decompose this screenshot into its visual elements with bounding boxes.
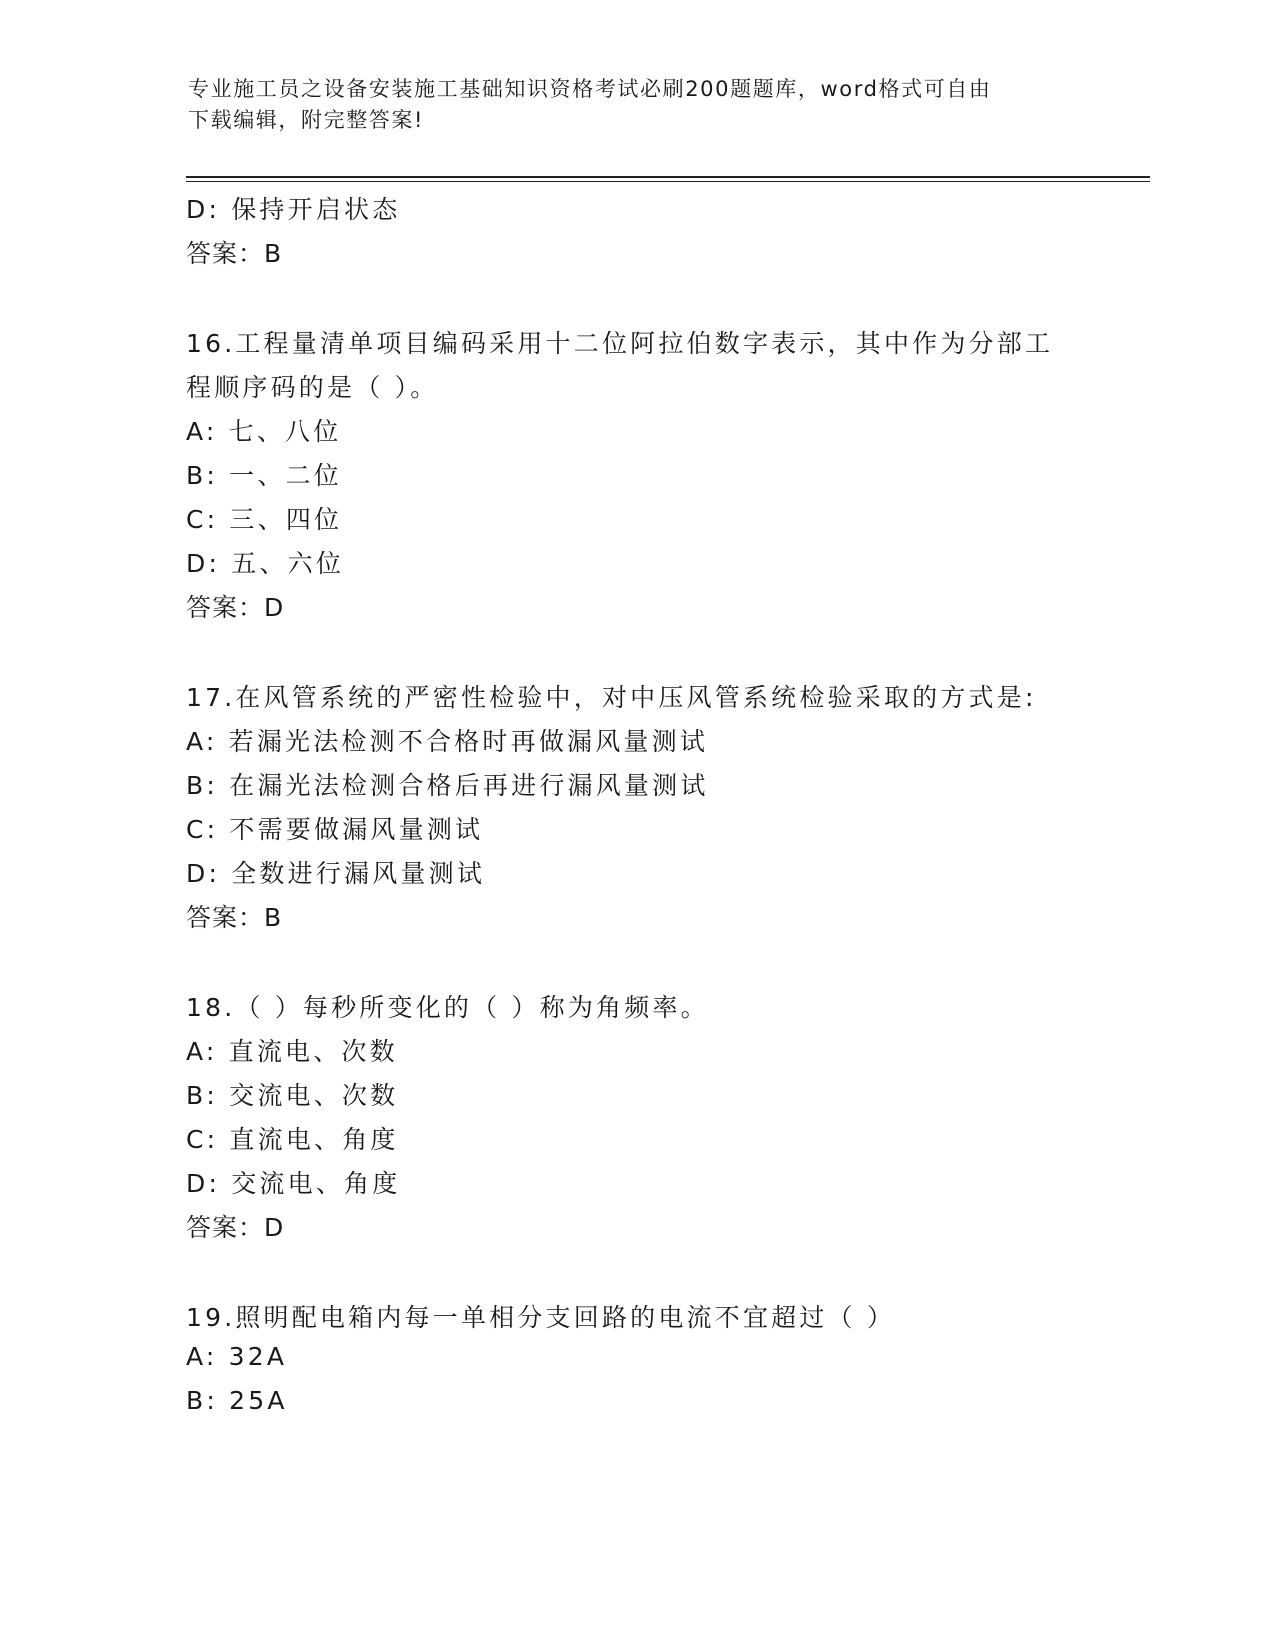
q15-option-d: D: 保持开启状态 (186, 195, 401, 224)
document-header (188, 74, 1068, 136)
header-divider-thin (186, 181, 1150, 182)
header-title-line-2: 下载编辑，附完整答案! (188, 108, 425, 132)
q19-stem-line-1: 19.照明配电箱内每一单相分支回路的电流不宜超过（ ） (186, 1303, 896, 1332)
q17-answer: 答案：B (186, 903, 283, 932)
q19-option-b: B: 25A (186, 1386, 288, 1415)
q16-option-c: C: 三、四位 (186, 505, 343, 534)
q17-option-d: D: 全数进行漏风量测试 (186, 859, 486, 888)
q16-option-a: A: 七、八位 (186, 417, 342, 446)
q17-option-b: B: 在漏光法检测合格后再进行漏风量测试 (186, 771, 709, 800)
q18-stem-line-1: 18.（ ）每秒所变化的（ ）称为角频率。 (186, 993, 709, 1022)
header-title-line-1: 专业施工员之设备安装施工基础知识资格考试必刷200题题库，word格式可自由 (188, 77, 992, 101)
q16-stem-line-1: 16.工程量清单项目编码采用十二位阿拉伯数字表示，其中作为分部工 (186, 329, 1054, 358)
q15-answer: 答案：B (186, 239, 283, 268)
q17-option-c: C: 不需要做漏风量测试 (186, 815, 484, 844)
header-divider-thick (186, 176, 1150, 178)
q18-option-a: A: 直流电、次数 (186, 1037, 398, 1066)
q18-option-d: D: 交流电、角度 (186, 1169, 401, 1198)
q17-stem-line-1: 17.在风管系统的严密性检验中，对中压风管系统检验采取的方式是: (186, 683, 1037, 712)
q16-option-b: B: 一、二位 (186, 461, 342, 490)
q16-stem-line-2: 程顺序码的是（ ）。 (186, 373, 439, 402)
q18-option-b: B: 交流电、次数 (186, 1081, 399, 1110)
q19-option-a: A: 32A (186, 1342, 288, 1371)
q16-option-d: D: 五、六位 (186, 549, 345, 578)
q16-answer: 答案：D (186, 593, 285, 622)
q18-answer: 答案：D (186, 1213, 285, 1242)
q18-option-c: C: 直流电、角度 (186, 1125, 399, 1154)
q17-option-a: A: 若漏光法检测不合格时再做漏风量测试 (186, 727, 709, 756)
